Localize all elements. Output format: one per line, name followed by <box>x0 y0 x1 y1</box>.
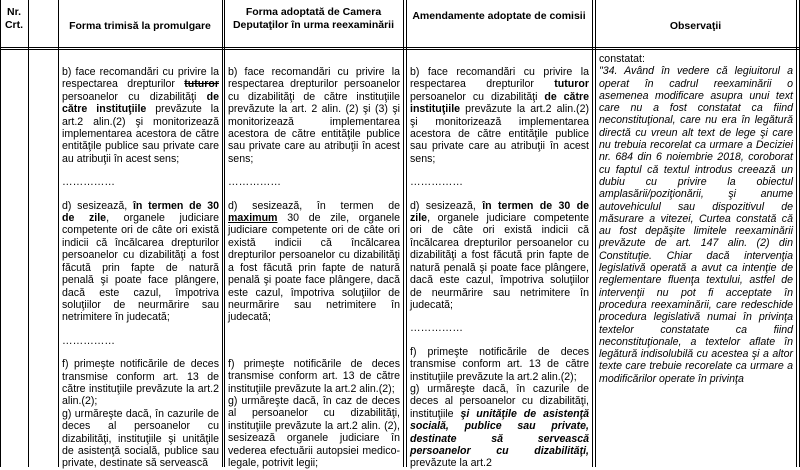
struck-text: tuturor <box>184 78 219 91</box>
col3-point-d <box>410 200 589 312</box>
col3-point-b <box>410 66 589 165</box>
text-run: d) sesizează, <box>62 199 133 212</box>
col3-point-f: f) primeşte notificările de deces transmise conform art. 13 de către instituţiile prevăzute la art.2 alin.(2); <box>410 345 589 383</box>
column-divider <box>595 0 596 467</box>
header-col3: Amendamente adoptate de comisii <box>412 10 586 22</box>
col1-point-b <box>62 66 219 165</box>
text-run: d) sesizează, în termen de <box>228 199 400 212</box>
header-col2-line2: Deputaţilor în urma reexaminării <box>232 19 395 31</box>
bold-text: în termen de 30 de zile <box>62 199 220 225</box>
text-run: prevăzute la art.2 alin.(2) şi monitorizează implementarea acestora de către entităţile publice sau private care au atribuţii în acest sens; <box>410 103 589 165</box>
text-run: g) urmăreşte dacă, în cazurile de deces al persoanelor cu dizabilităţi, instituţiile <box>410 382 589 420</box>
text-run: 30 de zile, organele judiciare competente ori de câte ori există indicii că încălcarea drepturilor persoanelor cu dizabilităţi a fost făcută prin fapte de natură penală şi poate face plângere, dacă este cazul, împotriva soluţiilor de neurmărire sau netrimitere în judecată; <box>228 212 400 324</box>
col1-point-f: f) primeşte notificările de deces transmise conform art. 13 de către instituţiile prevăzute la art.2 alin.(2); <box>62 358 219 408</box>
header-col1: Forma trimisă la promulgare <box>69 20 211 32</box>
bold-text: de către instituţiile <box>410 90 589 116</box>
header-col4: Observaţii <box>669 20 722 32</box>
col1-content <box>62 66 219 470</box>
table-border-left <box>0 0 1 467</box>
text-run: persoanelor cu dizabilităţi <box>62 90 207 103</box>
text-run: persoanelor cu dizabilităţi <box>410 90 545 103</box>
col3-content <box>410 66 589 470</box>
bold-text: de către instituţiile <box>62 90 219 116</box>
table-border-right <box>796 0 797 467</box>
header-nr-crt <box>0 6 28 32</box>
col4-quote: "34. Având în vedere că legiuitorul a operat în cadrul reexaminării o asemenea modificare asupra unui text care nu a fost constatat ca fiind neconstituţional, care nu era în legătură directă cu vreun alt text de lege şi care nu trebuia recorelat ca urmare a Deciziei nr. 684 din 6 noiembrie 2018, coroborat cu faptul că textul introdus creează un dubiu cu privire la obiectul amplasării/poziţionării, şi anume autovehiculul sau dispozitivul de măsurare a vitezei, Curtea constată că au fost depăşite limitele reexaminării prevăzute de art. 147 alin. (2) din Constituţie. Chiar dacă intervenţia legislativă operată a avut ca intenţie de reglementare fluenţa textului, astfel de intervenţii nu pot fi acceptate în procedura reexaminării, care redeschide procedura legislativă numai în privinţa textelor constatate ca fiind neconstituţionale, a textelor aflate în legătură indisolubilă cu acestea şi a altor texte care trebuie recorelate ca urmare a modificărilor operate în privinţa <box>599 65 793 385</box>
bold-underlined-text: maximum <box>228 212 278 225</box>
column-divider <box>28 0 29 467</box>
header-col2 <box>224 6 403 32</box>
col2-point-b: b) face recomandări cu privire la respectarea drepturilor persoanelor cu dizabilităţi de către instituţiile prevăzute la art. 2 alin. (2) şi (3) şi monitorizează implementarea acestora de către entităţile publice sau private care au atribuţii în acest sens; <box>228 66 400 165</box>
text-run: b) face recomandări cu privire la respectarea drepturilor <box>410 66 589 91</box>
bold-text: în termen de 30 de zile <box>410 199 589 225</box>
header-divider <box>0 49 800 50</box>
col1-point-g: g) urmăreşte dacă, în cazurile de deces al persoanelor cu dizabilităţi, instituţiile şi unităţile de asistenţă socială, publice sau private, destinate să servească <box>62 407 219 470</box>
ellipsis: …………… <box>228 176 281 189</box>
text-run: d) sesizează, <box>410 199 483 212</box>
bold-text: tuturor <box>554 78 589 91</box>
ellipsis: …………… <box>410 322 463 335</box>
col1-point-d <box>62 200 219 324</box>
col3-point-g <box>410 383 589 470</box>
header-crt: Crt. <box>4 19 24 31</box>
ellipsis: …………… <box>62 334 115 347</box>
col2-point-f: f) primeşte notificările de deces transmise conform art. 13 de către instituţiile prevăzute la art.2 alin.(2); <box>228 357 400 395</box>
text-run: b) face recomandări cu privire la respectarea drepturilor <box>62 66 219 91</box>
ellipsis: …………… <box>62 176 115 189</box>
column-divider <box>58 0 59 467</box>
text-run: prevăzute la art.2 <box>410 457 492 470</box>
col2-point-d <box>228 200 400 324</box>
column-divider <box>224 0 225 467</box>
column-divider <box>592 0 593 467</box>
column-divider <box>406 0 407 467</box>
column-divider <box>222 0 223 467</box>
col2-point-g: g) urmăreşte dacă, în caz de deces al persoanelor cu dizabilităţi, instituţiile prevăzute la art.2 alin. (2), sesizează organele judiciare în vederea efectuării autopsiei medico-legale, potrivit legii; <box>228 394 400 469</box>
col4-intro: constatat: <box>599 53 645 65</box>
bold-italic-text: şi unităţile de asistenţă socială, publice sau private, destinate să servească persoanelor cu dizabilităţi, <box>410 407 589 457</box>
header-divider <box>0 47 800 48</box>
text-run: prevăzute la art.2 alin.(2) şi monitorizează implementarea acestora de către entităţile publice sau private care au atribuţii în acest sens; <box>62 103 219 165</box>
ellipsis: …………… <box>410 176 463 189</box>
text-run: , organele judiciare competente ori de câte ori există indicii că încălcarea drepturilor persoanelor cu dizabilităţi a fost făcută prin fapte de natură penală şi poate face plângere, dacă este cazul, împotriva soluţiilor de neurmărire sau netrimitere în judecată; <box>62 212 220 324</box>
col2-content <box>228 66 400 469</box>
header-nr: Nr. <box>6 6 21 18</box>
text-run: , organele judiciare competente ori de câte ori există indicii că încălcarea drepturilor persoanelor cu dizabilităţi a fost făcută prin fapte de natură penală şi poate face plângere, dacă este cazul, împotriva soluţiilor de neurmărire sau netrimitere în judecată; <box>410 212 589 311</box>
col4-content <box>599 53 793 385</box>
column-divider <box>403 0 404 467</box>
header-col2-line1: Forma adoptată de Camera <box>245 6 382 18</box>
